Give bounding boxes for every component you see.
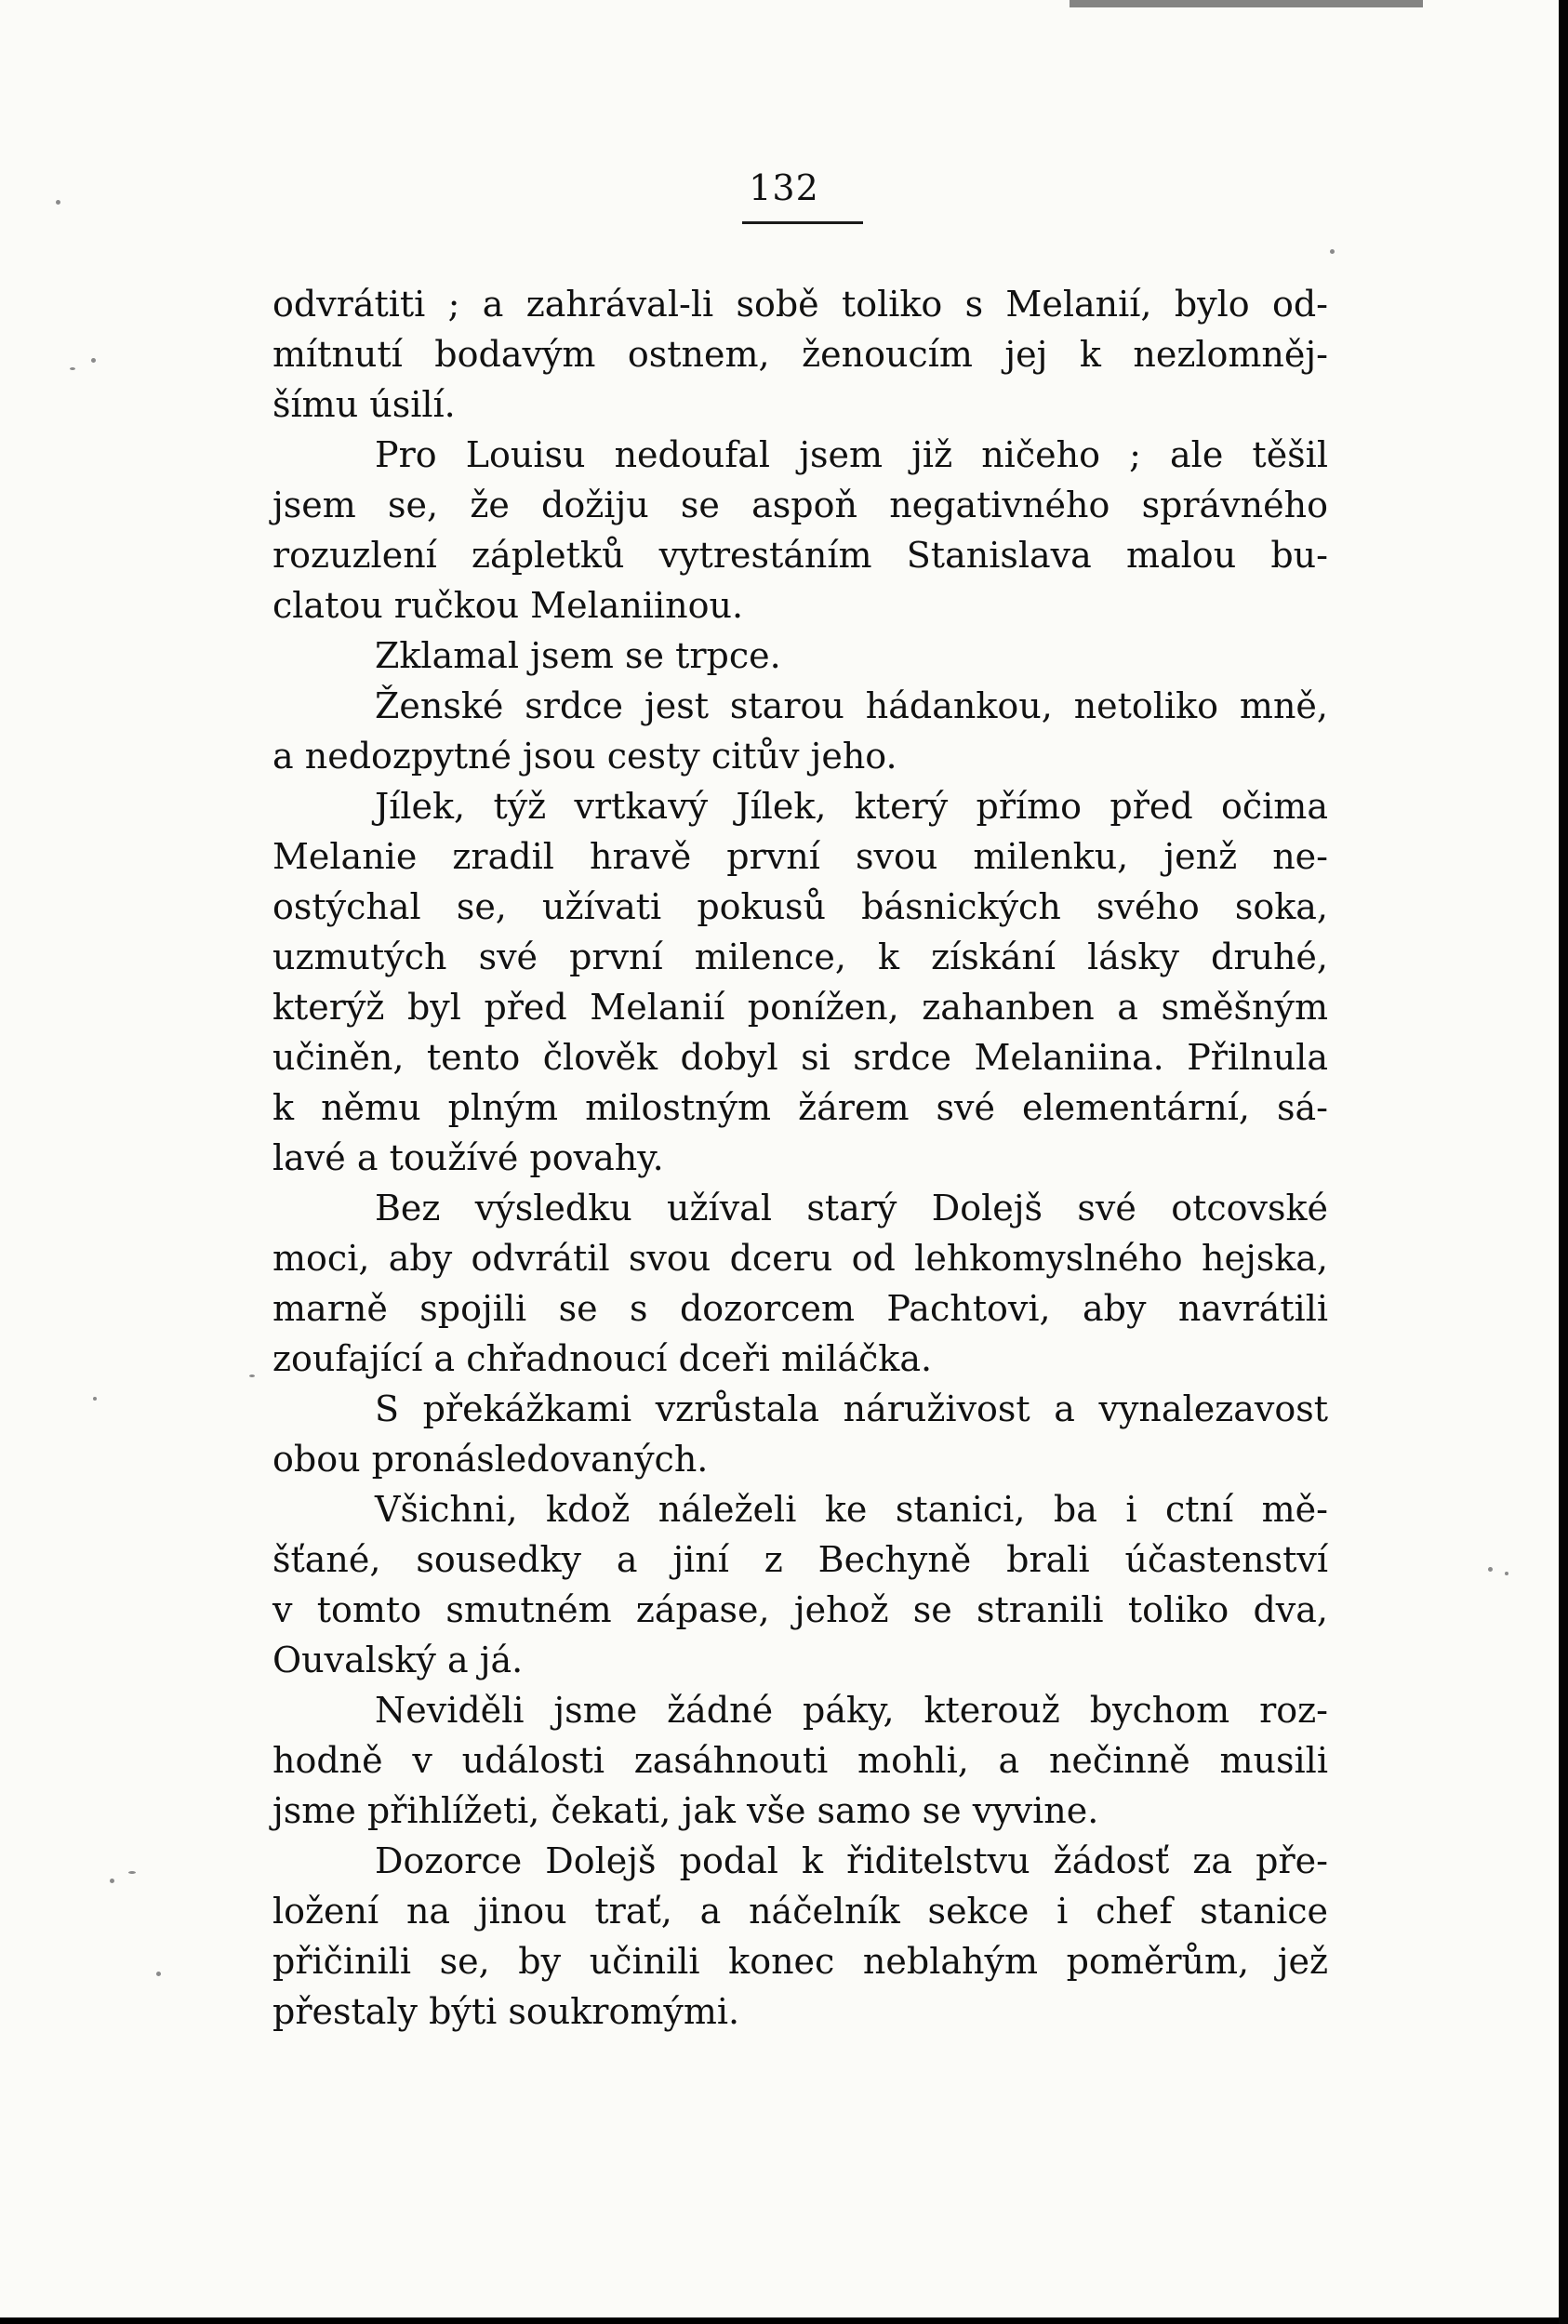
text-line: moci, aby odvrátil svou dceru od lehkomyslného hejska, [272,1238,1328,1279]
text-line: mítnutí bodavým ostnem, ženoucím jej k nezlomněj- [272,334,1328,375]
text-line: jsme přihlížeti, čekati, jak vše samo se vyvine. [272,1790,1099,1831]
text-line: clatou ručkou Melaniinou. [272,585,744,626]
scan-edge-top [1070,0,1423,7]
text-line: Dozorce Dolejš podal k řiditelstvu žádosť za pře- [375,1840,1328,1881]
scan-speck [1330,249,1335,254]
text-line: Neviděli jsme žádné páky, kterouž bychom roz- [375,1690,1328,1731]
scan-speck [91,358,96,363]
text-line: uzmutých své první milence, k získání lásky druhé, [272,936,1328,977]
page-number-rule [742,221,863,224]
text-line: a nedozpytné jsou cesty citův jeho. [272,736,897,777]
text-line: obou pronásledovaných. [272,1439,709,1480]
text-line: Zklamal jsem se trpce. [375,635,781,676]
text-line: odvrátiti ; a zahrával-li sobě toliko s Melanií, bylo od- [272,284,1328,325]
text-line: v tomto smutném zápase, jehož se stranili toliko dva, [272,1589,1328,1630]
text-line: šťané, sousedky a jiní z Bechyně brali účastenství [272,1539,1328,1580]
text-line: Všichni, kdož náleželi ke stanici, ba i ctní mě- [375,1489,1328,1530]
text-line: přestaly býti soukromými. [272,1991,740,2032]
text-line: marně spojili se s dozorcem Pachtovi, aby navrátili [272,1288,1328,1329]
text-line: Jílek, týž vrtkavý Jílek, který přímo před očima [375,786,1328,827]
text-line: ostýchal se, užívati pokusů básnických svého soka, [272,886,1328,927]
scan-speck [249,1374,255,1377]
text-line: Ouvalský a já. [272,1640,524,1680]
page-number: 132 [749,167,819,208]
text-line: Pro Louisu nedoufal jsem již ničeho ; ale těšil [375,434,1328,475]
text-line: zoufající a chřadnoucí dceři miláčka. [272,1338,933,1379]
text-line: jsem se, že dožiju se aspoň negativného správného [272,485,1328,525]
text-line: lavé a toužívé povahy. [272,1137,664,1178]
scan-speck [156,1972,161,1976]
text-line: kterýž byl před Melanií ponížen, zahanben a směšným [272,987,1328,1028]
scan-speck [128,1871,136,1874]
scan-speck [70,367,75,370]
text-line: Bez výsledku užíval starý Dolejš své otcovské [375,1188,1328,1228]
text-line: Melanie zradil hravě první svou milenku, jenž ne- [272,836,1328,877]
text-line: přičinili se, by učinili konec neblahým poměrům, jež [272,1941,1328,1982]
text-line: šímu úsilí. [272,384,456,425]
text-line: S překážkami vzrůstala náruživost a vynalezavost [375,1388,1328,1429]
scan-speck [93,1397,97,1401]
body-text [272,279,1328,2037]
text-line: ložení na jinou trať, a náčelník sekce i chef stanice [272,1891,1328,1932]
text-line: učiněn, tento člověk dobyl si srdce Melaniina. Přilnula [272,1037,1328,1078]
scan-speck [110,1879,114,1883]
scan-speck [1505,1572,1508,1575]
text-line: rozuzlení zápletků vytrestáním Stanislava malou bu- [272,535,1328,576]
text-line: Ženské srdce jest starou hádankou, netoliko mně, [375,685,1328,726]
scan-edge-right [1559,0,1568,2324]
text-line: hodně v události zasáhnouti mohli, a nečinně musili [272,1740,1328,1781]
scan-speck [56,200,60,205]
scan-speck [1488,1567,1493,1572]
text-line: k němu plným milostným žárem své elementární, sá- [272,1087,1328,1128]
